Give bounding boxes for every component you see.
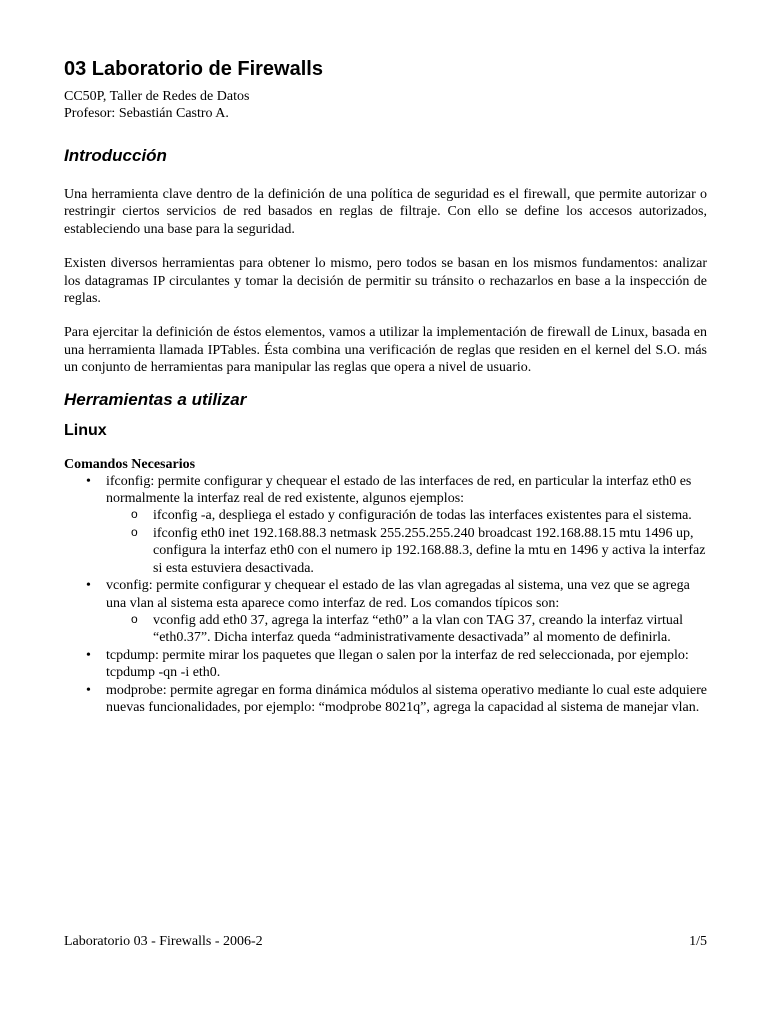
commands-label: Comandos Necesarios — [64, 456, 196, 472]
professor-line: Profesor: Sebastián Castro A. — [64, 106, 229, 121]
document-page — [64, 56, 707, 716]
list-item-text: vconfig: permite configurar y chequear el estado de las vlan agregadas al sistema, una vez que se agrega una vlan al sistema esta aparece como interfaz de red. Los comandos típicos son: — [106, 578, 690, 611]
page-number: 1/5 — [689, 934, 707, 949]
list-item-vconfig — [64, 577, 707, 647]
vconfig-examples — [106, 612, 707, 647]
list-item-ifconfig — [64, 473, 707, 577]
list-item-tcpdump: • tcpdump: permite mirar los paquetes que llegan o salen por la interfaz de red seleccionada, por ejemplo: tcpdump -qn -i eth0. — [64, 647, 707, 682]
ifconfig-examples — [106, 507, 707, 577]
linux-subheading: Linux — [64, 421, 107, 439]
intro-heading: Introducción — [64, 146, 167, 165]
commands-list — [64, 473, 707, 717]
intro-paragraph-1: Una herramienta clave dentro de la definición de una política de seguridad es el firewall, que permite autorizar o restringir ciertos servicios de red basados en reglas de filtraje. Con ello se define los accesos autorizados, estableciendo una base para la seguridad. — [64, 187, 707, 237]
list-item-modprobe: • modprobe: permite agregar en forma dinámica módulos al sistema operativo mediante lo cual este adquiere nuevas funcionalidades, por ejemplo: “modprobe 8021q”, agrega la capacidad al sistema de manejar vlan. — [64, 682, 707, 717]
doc-title: 03 Laboratorio de Firewalls — [64, 58, 323, 80]
course-line: CC50P, Taller de Redes de Datos — [64, 89, 250, 104]
intro-paragraph-2: Existen diversos herramientas para obtener lo mismo, pero todos se basan en los mismos fundamentos: analizar los datagramas IP circulantes y tomar la decisión de permitir su tránsito o rechazarlos en base a la inspección de reglas. — [64, 256, 707, 307]
sub-list-item: o ifconfig -a, despliega el estado y configuración de todas las interfaces existentes para el sistema. — [106, 507, 707, 524]
tools-heading: Herramientas a utilizar — [64, 389, 247, 409]
intro-paragraph-3: Para ejercitar la definición de éstos elementos, vamos a utilizar la implementación de firewall de Linux, basada en una herramienta llamada IPTables. Ésta combina una verificación de reglas que residen en el kernel del S.O. más un conjunto de herramientas para manipular las reglas que opera a nivel de usuario. — [64, 325, 707, 376]
footer-title: Laboratorio 03 - Firewalls - 2006-2 — [64, 934, 263, 949]
sub-list-item: o vconfig add eth0 37, agrega la interfaz “eth0” a la vlan con TAG 37, creando la interfaz virtual “eth0.37”. Dicha interfaz queda “administrativamente desactivada” al momento de definirla. — [106, 612, 707, 647]
list-item-text: ifconfig: permite configurar y chequear el estado de las interfaces de red, en particular la interfaz eth0 es normalmente la interfaz real de red existente, algunos ejemplos: — [106, 473, 692, 507]
sub-list-item: o ifconfig eth0 inet 192.168.88.3 netmask 255.255.255.240 broadcast 192.168.88.15 mtu 1496 up, configura la interfaz eth0 con el numero ip 192.168.88.3, define la mtu en 1496 y activa la interfaz si esta estuviera desactivada. — [106, 525, 707, 577]
